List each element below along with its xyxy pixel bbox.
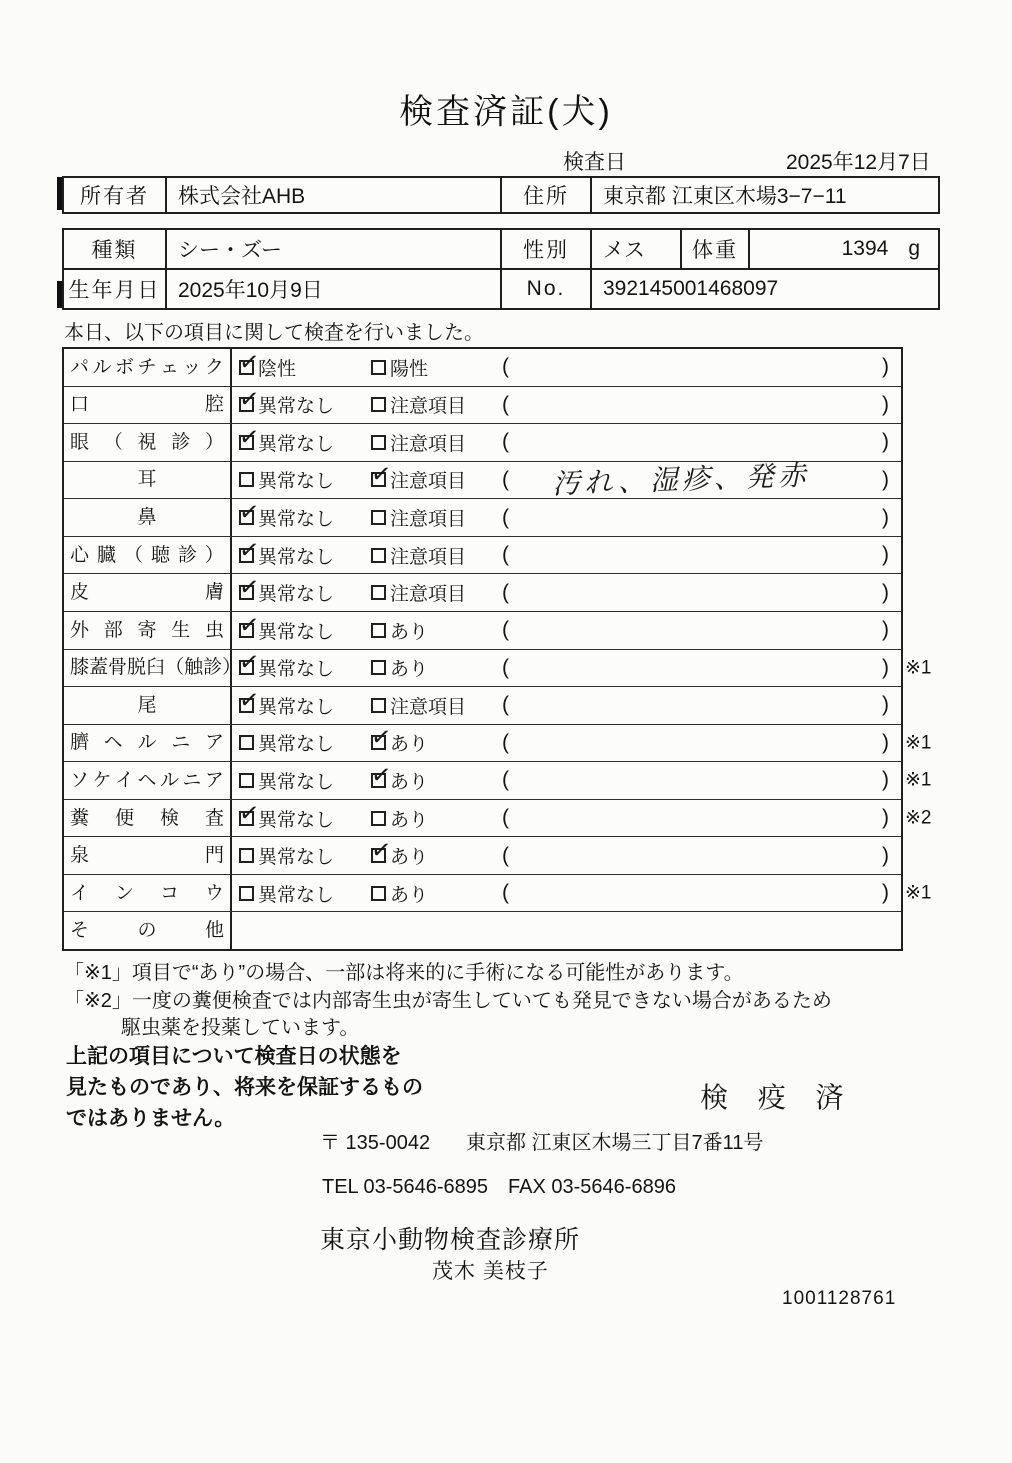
option-2-label: あり (390, 659, 429, 681)
item-name: 心 臓 （ 聴 診 ） (70, 544, 224, 566)
postal-code: 〒 135-0042 (320, 1132, 431, 1154)
remarks-field[interactable] (492, 537, 901, 574)
option-2 (367, 875, 492, 912)
option-2-label: あり (390, 847, 429, 869)
item-name: 口 腔 (70, 394, 224, 416)
remarks-field[interactable] (492, 875, 901, 912)
inspection-table (62, 347, 932, 951)
option-2 (367, 650, 492, 687)
option-2-label: あり (390, 734, 429, 756)
option-1-checkbox[interactable]: ✓ (237, 685, 261, 715)
pet-table (62, 228, 940, 310)
inspection-row (64, 387, 901, 425)
item-name-cell (64, 424, 232, 461)
option-2-label: あり (390, 771, 429, 793)
option-1 (232, 462, 367, 499)
option-2 (367, 537, 492, 574)
remarks-field[interactable] (492, 612, 901, 649)
weight-label: 体重 (682, 230, 750, 268)
paren-open: ( (502, 543, 509, 567)
option-1-label: 異常なし (258, 809, 335, 831)
item-name: 糞 便 検 査 (70, 807, 224, 829)
footnote-2-line2: 駆虫薬を投薬しています。 (121, 1017, 360, 1039)
paren-close: ) (882, 618, 889, 642)
inspection-row (64, 574, 901, 612)
option-2-checkbox[interactable] (371, 435, 386, 450)
inspection-date-label: 検査日 (563, 151, 626, 174)
option-2-checkbox[interactable]: ✓ (369, 760, 393, 791)
remarks-field[interactable] (492, 349, 901, 386)
item-name-cell (64, 650, 242, 687)
item-name-cell (64, 387, 232, 424)
reference-mark: ※1 (905, 769, 932, 791)
weight-unit: g (908, 237, 920, 260)
paren-open: ( (502, 843, 509, 867)
option-1-label: 異常なし (258, 659, 335, 681)
option-1 (232, 574, 367, 611)
paren-open: ( (502, 618, 509, 642)
item-name: 尾 (137, 694, 157, 716)
option-2 (367, 387, 492, 424)
item-name-cell (64, 762, 232, 799)
paren-close: ) (882, 768, 889, 792)
remarks-field[interactable] (492, 800, 901, 837)
paren-close: ) (882, 881, 889, 905)
owner-table (62, 176, 940, 214)
paren-open: ( (502, 467, 509, 491)
breed-value: シー・ズー (167, 230, 502, 268)
option-1-checkbox[interactable]: ✓ (237, 573, 261, 603)
option-2-checkbox[interactable]: ✓ (369, 835, 393, 866)
option-2-checkbox[interactable]: ✓ (369, 460, 393, 490)
paren-close: ) (882, 580, 889, 604)
option-2-checkbox[interactable] (371, 397, 386, 412)
item-name-cell (64, 687, 232, 724)
owner-label: 所有者 (64, 178, 167, 212)
option-2 (367, 574, 492, 611)
option-2-checkbox[interactable] (371, 360, 386, 375)
inspection-row (64, 537, 901, 575)
option-2 (367, 762, 492, 799)
inspection-row (64, 612, 901, 650)
sex-value: メス (592, 230, 682, 268)
option-2 (367, 687, 492, 724)
disclaimer-line3: ではありません。 (66, 1107, 236, 1130)
option-1 (232, 612, 367, 649)
paren-open: ( (502, 730, 509, 754)
number-label: No. (502, 270, 592, 308)
item-name-cell (64, 725, 232, 762)
option-1-label: 異常なし (258, 734, 335, 756)
option-1-checkbox[interactable]: ✓ (237, 422, 261, 453)
item-name-cell (64, 612, 232, 649)
option-1 (232, 762, 367, 799)
reference-mark: ※1 (905, 882, 932, 904)
item-name: 泉 門 (70, 845, 224, 867)
item-name-cell (64, 349, 232, 386)
owner-value: 株式会社AHB (167, 178, 502, 212)
paren-open: ( (502, 580, 509, 604)
option-1-checkbox[interactable] (239, 848, 254, 863)
birth-value: 2025年10月9日 (167, 270, 502, 308)
clinic-address: 東京都 江東区木場三丁目7番11号 (466, 1132, 764, 1154)
birth-label: 生年月日 (64, 270, 167, 308)
paren-open: ( (502, 655, 509, 679)
option-1-checkbox[interactable]: ✓ (237, 347, 261, 377)
inspection-row (64, 499, 901, 537)
option-2-label: あり (390, 621, 429, 643)
reference-mark: ※1 (905, 732, 932, 754)
remarks-field[interactable] (492, 458, 901, 501)
option-1 (232, 837, 367, 874)
paren-open: ( (502, 881, 509, 905)
number-value: 392145001468097 (603, 277, 779, 300)
option-1-checkbox[interactable]: ✓ (237, 648, 261, 678)
tel-fax: TEL 03-5646-6895 FAX 03-5646-6896 (322, 1176, 676, 1198)
option-1-checkbox[interactable]: ✓ (237, 610, 261, 640)
option-1-checkbox[interactable] (239, 472, 254, 487)
option-2-label: 注意項目 (390, 471, 467, 493)
option-2-checkbox[interactable] (371, 886, 386, 901)
option-2 (367, 462, 492, 499)
clinic-name: 東京小動物検査診療所 (320, 1226, 581, 1254)
paren-close: ) (882, 655, 889, 679)
option-1-checkbox[interactable] (239, 735, 254, 750)
option-1-checkbox[interactable]: ✓ (237, 535, 261, 565)
option-1 (232, 650, 367, 687)
inspection-row (64, 798, 932, 838)
option-2-label: 注意項目 (390, 546, 467, 568)
option-2-checkbox[interactable] (371, 548, 386, 563)
inspection-row (64, 458, 901, 501)
address-value: 東京都 江東区木場3−7−11 (603, 185, 847, 208)
option-2 (367, 424, 492, 461)
option-2-checkbox[interactable] (371, 811, 386, 826)
option-2-label: 注意項目 (390, 509, 467, 531)
option-2-checkbox[interactable] (371, 698, 386, 713)
remarks-field[interactable] (492, 499, 901, 536)
staff-name: 茂木 美枝子 (432, 1260, 549, 1283)
item-name: 臍 ヘ ル ニ ア (70, 732, 224, 754)
inspection-row (64, 723, 932, 763)
reference-mark: ※2 (905, 807, 932, 829)
option-2-checkbox[interactable] (371, 510, 386, 525)
option-1 (232, 387, 367, 424)
option-2-checkbox[interactable] (371, 660, 386, 675)
paren-open: ( (502, 806, 509, 830)
option-2 (367, 612, 492, 649)
footnote-2-line1: 「※2」一度の糞便検査では内部寄生虫が寄生していても発見できない場合があるため (64, 990, 832, 1012)
option-2-checkbox[interactable] (371, 585, 386, 600)
option-1 (232, 499, 367, 536)
inspection-row (64, 648, 932, 688)
option-1-checkbox[interactable]: ✓ (237, 497, 261, 528)
remarks-field[interactable] (492, 687, 901, 724)
option-1 (232, 725, 367, 762)
paren-close: ) (882, 467, 889, 491)
breed-label: 種類 (64, 230, 167, 268)
paren-open: ( (502, 505, 509, 529)
remarks-field[interactable] (492, 725, 901, 762)
item-name: ソ ケ イ ヘ ル ニ ア (70, 769, 224, 791)
paren-close: ) (882, 355, 889, 379)
paren-open: ( (502, 693, 509, 717)
address-label: 住所 (502, 178, 592, 212)
serial-number: 1001128761 (782, 1288, 897, 1309)
inspection-row (64, 760, 932, 800)
option-1-label: 異常なし (258, 396, 335, 418)
option-1-label: 異常なし (258, 433, 335, 455)
item-name: 皮 膚 (70, 582, 224, 604)
page-title: 検査済証(犬) (399, 93, 613, 131)
remarks-field[interactable] (492, 387, 901, 424)
option-1-label: 異常なし (258, 509, 335, 531)
inspection-date-value: 2025年12月7日 (786, 151, 931, 174)
disclaimer-line1: 上記の項目について検査日の状態を (66, 1045, 402, 1068)
item-name: 耳 (137, 469, 157, 491)
paren-close: ) (882, 806, 889, 830)
option-1 (232, 800, 367, 837)
option-2 (367, 725, 492, 762)
remarks-field[interactable] (492, 424, 901, 461)
option-1 (232, 349, 367, 386)
weight-value: 1394 (841, 237, 889, 260)
option-2 (367, 499, 492, 536)
option-2-label: 注意項目 (390, 584, 467, 606)
item-name: 眼 （ 視 診 ） (70, 431, 224, 453)
option-1 (232, 424, 367, 461)
option-2-label: あり (390, 884, 429, 906)
option-1 (232, 875, 367, 912)
item-name-cell (64, 537, 232, 574)
item-name: そ の 他 (70, 920, 224, 942)
option-1-checkbox[interactable] (239, 773, 254, 788)
option-2-checkbox[interactable]: ✓ (369, 723, 393, 753)
option-2 (367, 837, 492, 874)
option-1-checkbox[interactable] (239, 886, 254, 901)
handwritten-note: 汚れ、湿疹、発赤 (551, 458, 811, 501)
intro-text: 本日、以下の項目に関して検査を行いました。 (64, 322, 484, 344)
option-2-label: 陽性 (390, 358, 429, 380)
paren-open: ( (502, 430, 509, 454)
option-2-label: あり (390, 809, 429, 831)
paren-open: ( (502, 355, 509, 379)
option-2 (367, 800, 492, 837)
option-1-label: 異常なし (258, 696, 335, 718)
item-name: 鼻 (137, 507, 157, 529)
disclaimer-line2: 見たものであり、将来を保証するもの (66, 1076, 423, 1099)
inspection-row (64, 687, 901, 725)
inspection-row (64, 875, 932, 913)
paren-close: ) (882, 543, 889, 567)
item-name-cell (64, 837, 232, 874)
option-1 (232, 687, 367, 724)
item-name-cell (64, 574, 232, 611)
footnote-1: 「※1」項目で“あり”の場合、一部は将来的に手術になる可能性があります。 (64, 962, 744, 984)
option-1-label: 異常なし (258, 584, 335, 606)
option-2-checkbox[interactable] (371, 623, 386, 638)
option-1-label: 異常なし (258, 621, 335, 643)
remarks-field[interactable] (492, 650, 901, 687)
sex-label: 性別 (502, 230, 592, 268)
remarks-field[interactable] (492, 837, 901, 874)
option-1-checkbox[interactable]: ✓ (237, 385, 261, 415)
option-1-label: 異常なし (258, 471, 335, 493)
option-2-label: 注意項目 (390, 696, 467, 718)
inspection-row (64, 837, 901, 875)
item-name-cell (64, 912, 232, 949)
paren-close: ) (882, 392, 889, 416)
option-2-label: 注意項目 (390, 433, 467, 455)
remarks-field[interactable] (492, 762, 901, 799)
option-2-label: 注意項目 (390, 396, 467, 418)
option-1-label: 異常なし (258, 771, 335, 793)
paren-open: ( (502, 392, 509, 416)
paren-close: ) (882, 505, 889, 529)
remarks-field[interactable] (492, 574, 901, 611)
item-name: パ ル ボ チ ェ ッ ク (70, 356, 224, 378)
paren-close: ) (882, 430, 889, 454)
paren-close: ) (882, 843, 889, 867)
item-name: 外 部 寄 生 虫 (70, 619, 224, 641)
inspection-row (64, 912, 901, 949)
option-1-label: 異常なし (258, 546, 335, 568)
option-2 (367, 349, 492, 386)
paren-close: ) (882, 693, 889, 717)
reference-mark: ※1 (905, 657, 932, 679)
quarantine-stamp: 検 疫 済 (700, 1082, 855, 1113)
option-1-label: 陰性 (258, 358, 297, 380)
option-1-label: 異常なし (258, 884, 335, 906)
item-name-cell (64, 462, 232, 499)
paren-close: ) (882, 730, 889, 754)
item-name-cell (64, 499, 232, 536)
option-1-checkbox[interactable]: ✓ (237, 798, 261, 828)
inspection-row (64, 349, 901, 387)
weight-value-cell (750, 230, 938, 268)
option-1-label: 異常なし (258, 847, 335, 869)
item-name-cell (64, 875, 232, 912)
item-name-cell (64, 800, 232, 837)
paren-open: ( (502, 768, 509, 792)
item-name: イ ン コ ウ (70, 882, 224, 904)
option-1 (232, 537, 367, 574)
item-name: 膝 蓋 骨 脱 臼 （ 触 診 ） (70, 657, 242, 679)
